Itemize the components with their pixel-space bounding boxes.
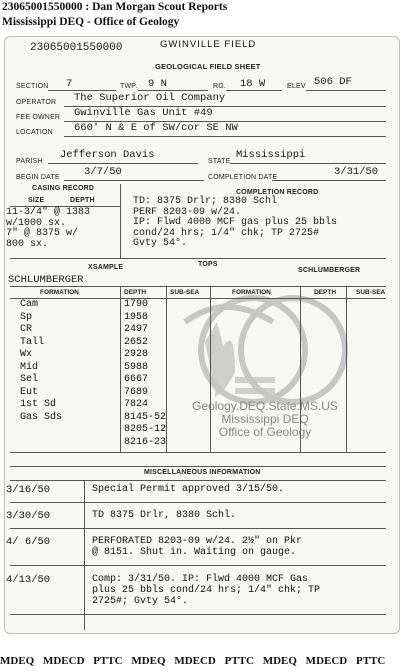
tops-row-formation: CR [20,324,33,335]
tops-row-depth: 2928 [124,349,149,360]
misc-info-label: MISCELLANEOUS INFORMATION [144,469,261,476]
tops-col-subsea: SUB-SEA [170,289,200,296]
tops-col-subsea-2: SUB-SEA [356,289,386,296]
casing-size-header: SIZE [28,197,45,204]
tops-row-depth: 1790 [124,299,149,310]
tops-row-formation: Mid [20,361,39,373]
misc-entry-text: @ 8151. Shut in. Waiting on gauge. [92,547,297,558]
elev-value: 506 DF [314,76,352,88]
tops-row-depth: 7689 [124,386,149,398]
tops-row-formation: Eut [20,386,39,398]
operator-label: OPERATOR [16,99,57,106]
field-name: GWINVILLE FIELD [160,39,257,50]
casing-record-label: CASING RECORD [32,185,95,192]
casing-depth-header: DEPTH [70,197,95,204]
schlumberger-label: SCHLUMBERGER [298,267,361,274]
state-value: Mississippi [236,149,306,161]
parish-value: Jefferson Davis [60,149,155,161]
tops-row-formation: Gas Sds [20,411,63,423]
tops-col-formation: FORMATION [40,289,79,296]
tops-row-formation: Sel [20,374,39,385]
state-label: STATE [208,158,231,165]
section-label: SECTION [16,83,49,90]
tops-row-depth: 6667 [124,374,149,385]
tops-col-depth: DEPTH [124,289,147,296]
tops-row-depth: 7824 [124,399,149,410]
report-title: 23065001550000 : Dan Morgan Scout Reports [2,1,228,13]
tops-row-depth: 8145-52 [124,411,167,423]
tops-row-depth: 8216-23 [124,436,167,448]
tops-row-formation: Cam [20,299,39,310]
tops-row-depth: 5988 [124,361,149,373]
tops-row-depth: 2652 [124,336,149,348]
x-sample-label: XSAMPLE [88,264,124,271]
tops-label: TOPS [198,261,218,268]
section-value: 7 [66,78,73,90]
location-value: 660' N & E of SW/cor SE NW [74,122,238,134]
report-subtitle: Mississippi DEQ - Office of Geology [2,16,180,28]
begin-date-label: BEGIN DATE [16,174,60,181]
fee-owner-value: Gwinville Gas Unit #49 [74,107,213,119]
tops-col-depth-2: DEPTH [314,289,337,296]
misc-entry-text: plus 25 bbls cond/24 hrs; 1/4" chk; TP [92,585,321,596]
misc-entry-text: Special Permit approved 3/15/50. [92,484,285,495]
twp-value: 9 N [148,78,167,90]
sheet-title: GEOLOGICAL FIELD SHEET [155,62,261,71]
misc-entry-date: 4/13/50 [6,574,51,586]
tops-row-formation: Sp [20,311,33,323]
tops-source: SCHLUMBERGER [8,274,84,286]
misc-entry-text: PERFORATED 8203-09 w/24. 2½" on Pkr [92,536,303,547]
twp-label: TWP. [120,83,138,90]
misc-entry-text: Comp: 3/31/50. IP: Flwd 4000 MCF Gas [92,574,309,585]
completion-record-label: COMPLETION RECORD [236,189,319,196]
tops-row-depth: 1958 [124,311,149,323]
misc-entry-date: 3/16/50 [6,484,51,496]
rg-value: 18 W [240,78,266,90]
footer-strip: MDEQ MDECD PTTC MDEQ MDECD PTTC MDEQ MDECD PTTC [0,655,386,667]
completion-date-label: COMPLETION DATE [208,174,278,181]
fee-owner-label: FEE OWNER [16,114,61,121]
misc-entry-text: TD 8375 Drlr, 8380 Schl. [92,510,237,521]
tops-row-formation: 1st Sd [20,399,57,410]
elev-label: ELEV [287,83,306,90]
completion-record-text: TD: 8375 Drlr; 8380 Schl PERF 8203-09 w/24. IP: Flwd 4000 MCF gas plus 25 bbls cond/24 hrs; 1/4" chk; TP 2725# Gvty 54°. [133,196,338,249]
tops-row-formation: Tall [20,336,45,348]
misc-entry-text: 2725#; Gvty 54°. [92,596,189,607]
card-api-number: 23065001550000 [30,42,123,54]
misc-entry-date: 3/30/50 [6,510,51,522]
begin-date-value: 3/7/50 [84,166,122,178]
watermark-text: Geology.DEQ.State.MS.US Mississippi DEQ Office of Geology [192,399,338,439]
tops-col-formation-2: FORMATION [232,289,271,296]
rg-label: RG. [213,83,227,90]
tops-row-depth: 8205-12 [124,424,167,435]
location-label: LOCATION [16,129,53,136]
tops-row-depth: 2497 [124,324,149,335]
casing-record-text: 11-3/4" @ 1383 w/1000 sx. 7" @ 8375 w/ 800 sx. [6,207,91,250]
operator-value: The Superior Oil Company [74,92,226,104]
tops-row-formation: Wx [20,349,33,360]
parish-label: PARISH [16,158,43,165]
misc-entry-date: 4/ 6/50 [6,536,51,548]
completion-date-value: 3/31/50 [334,166,379,178]
